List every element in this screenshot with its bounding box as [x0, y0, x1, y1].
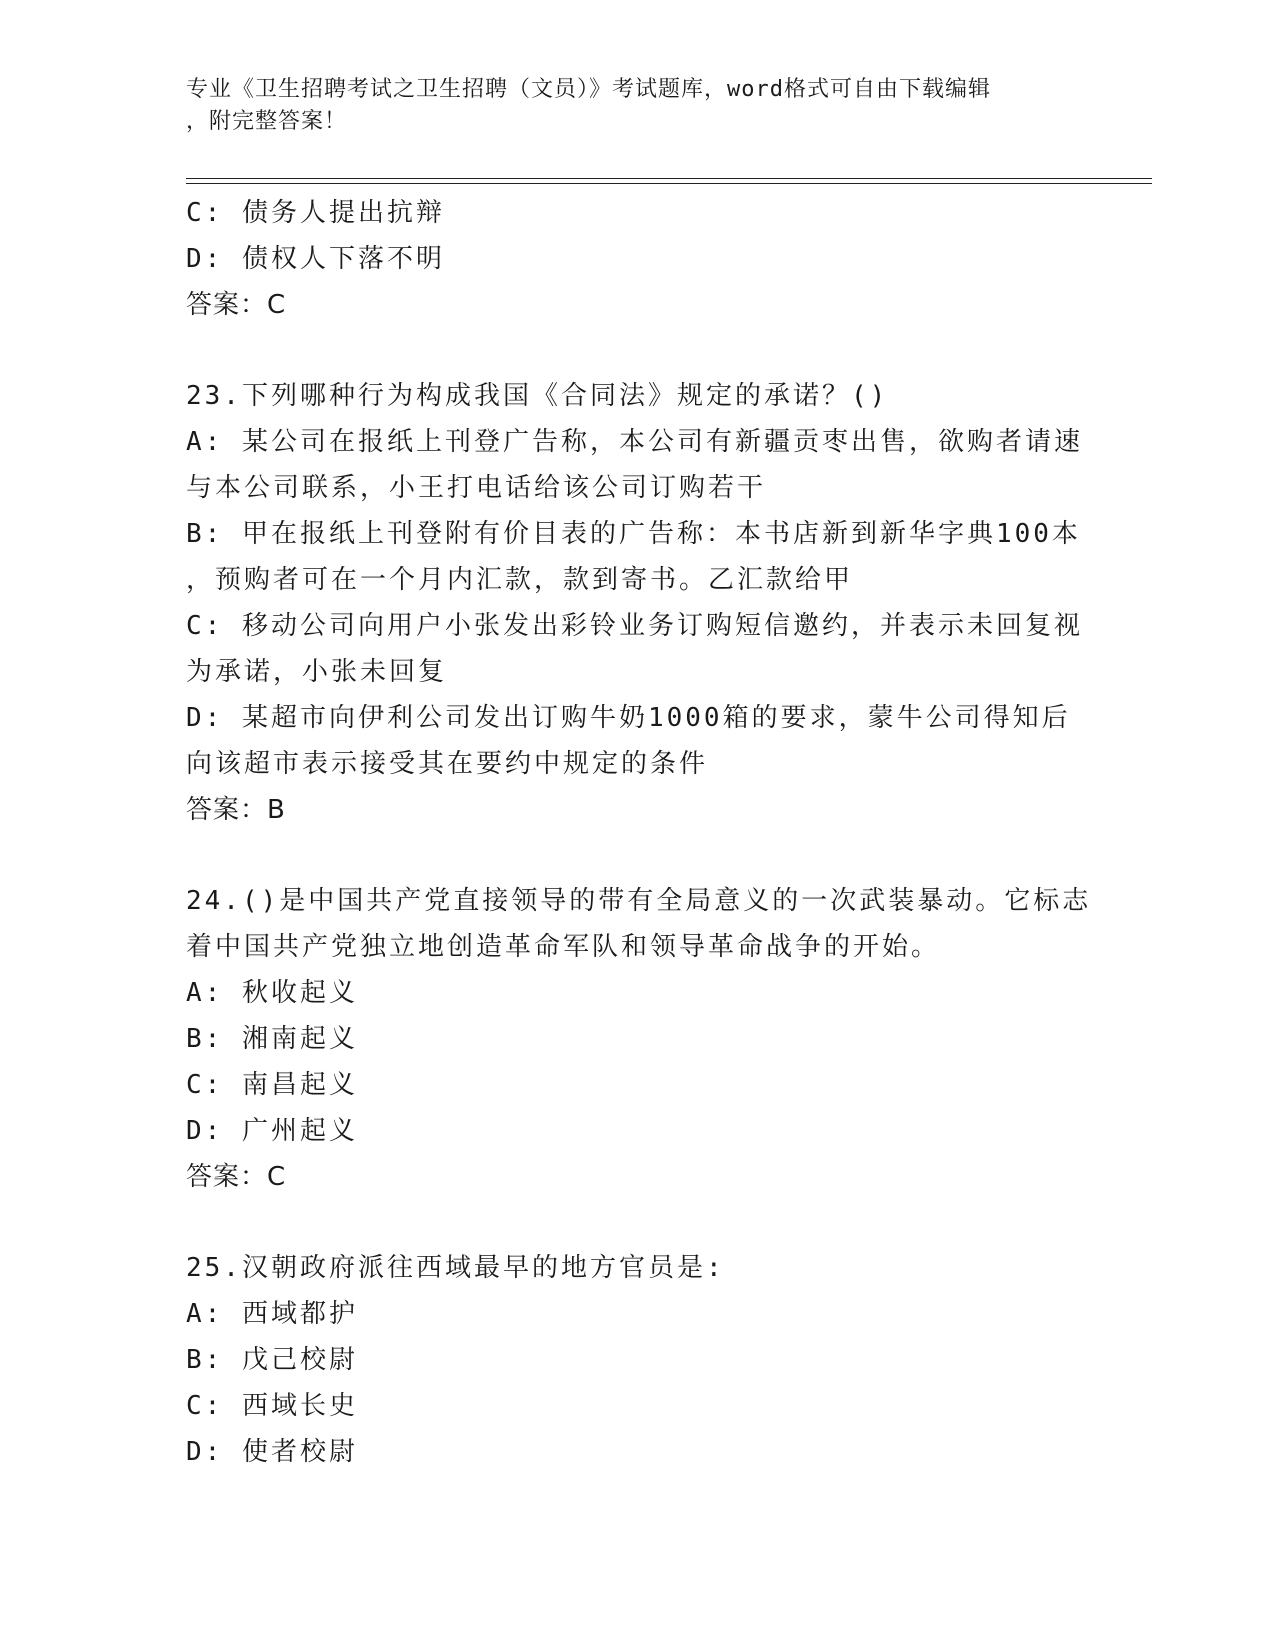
question-25 — [186, 1245, 1086, 1475]
question-22-tail — [186, 190, 1086, 328]
option-a: A: 秋收起义 — [186, 978, 358, 1008]
option-d: D: 使者校尉 — [186, 1437, 358, 1467]
spacer — [186, 328, 1086, 373]
option-b: B: 湘南起义 — [186, 1024, 358, 1054]
option-b: B: 戊己校尉 — [186, 1345, 358, 1375]
option-a: A: 西域都护 — [186, 1299, 358, 1329]
question-list — [186, 190, 1092, 1475]
option-d: D: 广州起义 — [186, 1116, 358, 1146]
option-a: A: 某公司在报纸上刊登广告称，本公司有新疆贡枣出售，欲购者请速 — [186, 427, 1083, 457]
option-d: D: 某超市向伊利公司发出订购牛奶1000箱的要求，蒙牛公司得知后 — [186, 703, 1071, 733]
header-line-1: 专业《卫生招聘考试之卫生招聘（文员）》考试题库，word格式可自由下载编辑 — [186, 77, 991, 102]
option-b: B: 甲在报纸上刊登附有价目表的广告称：本书店新到新华字典100本 — [186, 519, 1081, 549]
answer-line: 答案：B — [186, 795, 286, 825]
answer-line: 答案：C — [186, 1162, 287, 1192]
question-text: 24.()是中国共产党直接领导的带有全局意义的一次武装暴动。它标志 — [186, 886, 1092, 916]
option-a-continued: 与本公司联系，小王打电话给该公司订购若干 — [186, 473, 767, 503]
spacer — [186, 833, 1086, 878]
header-rule-bottom — [186, 183, 1152, 184]
option-c: C: 西域长史 — [186, 1391, 358, 1421]
answer-line: 答案：C — [186, 290, 287, 320]
option-d: D: 债权人下落不明 — [186, 244, 445, 274]
option-d-continued: 向该超市表示接受其在要约中规定的条件 — [186, 749, 709, 779]
option-c: C: 南昌起义 — [186, 1070, 358, 1100]
option-b-continued: ，预购者可在一个月内汇款，款到寄书。乙汇款给甲 — [186, 565, 854, 595]
question-text: 25.汉朝政府派往西域最早的地方官员是: — [186, 1253, 725, 1283]
option-c: C: 移动公司向用户小张发出彩铃业务订购短信邀约，并表示未回复视 — [186, 611, 1083, 641]
question-text: 23.下列哪种行为构成我国《合同法》规定的承诺？() — [186, 381, 889, 411]
header-rule-top — [186, 178, 1152, 179]
spacer — [186, 1200, 1086, 1245]
question-text-continued: 着中国共产党独立地创造革命军队和领导革命战争的开始。 — [186, 932, 941, 962]
header-line-2: ，附完整答案！ — [186, 109, 348, 134]
page-header — [186, 74, 1086, 138]
question-24 — [186, 878, 1092, 1200]
question-23 — [186, 373, 1086, 833]
option-c: C: 债务人提出抗辩 — [186, 198, 445, 228]
option-c-continued: 为承诺，小张未回复 — [186, 657, 448, 687]
